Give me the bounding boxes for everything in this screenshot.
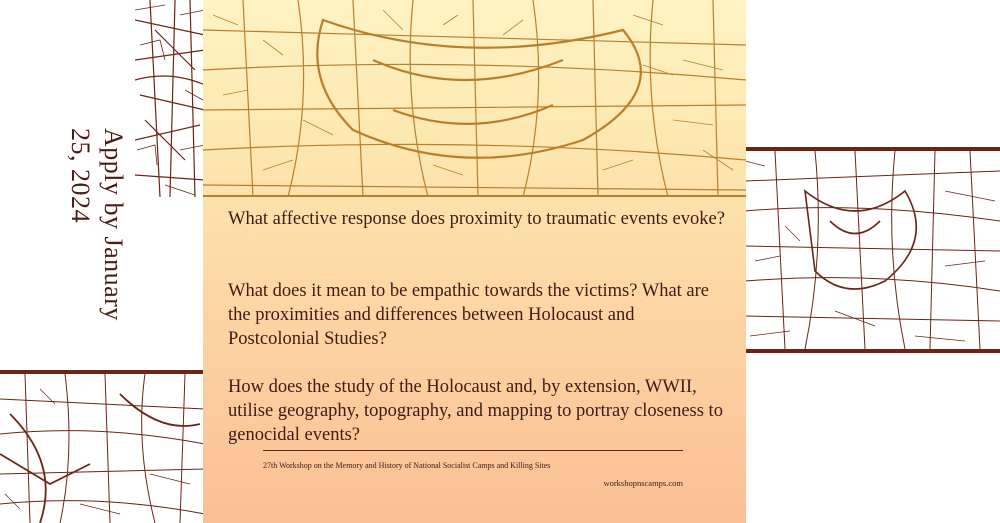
question-affective-response: What affective response does proximity to traumatic events evoke? [228, 209, 725, 229]
website-link[interactable]: workshopnscamps.com [603, 478, 683, 488]
street-map-right [745, 147, 1000, 353]
street-map-top-left [135, 0, 205, 197]
footer-divider [263, 450, 683, 451]
question-empathy: What does it mean to be empathic towards the victims? What are the proximities and differences between Holocaust and Postcolonial Studies? [228, 281, 710, 349]
application-deadline: Apply by January 25, 2024 [66, 128, 128, 321]
workshop-name: 27th Workshop on the Memory and History of National Socialist Camps and Killing Sites [263, 461, 551, 470]
street-map-bottom-left [0, 370, 205, 523]
question-geography: How does the study of the Holocaust and, by extension, WWII, utilise geography, topography, and mapping to portray closeness to genocidal events? [228, 377, 723, 445]
street-map-gold [203, 0, 746, 197]
